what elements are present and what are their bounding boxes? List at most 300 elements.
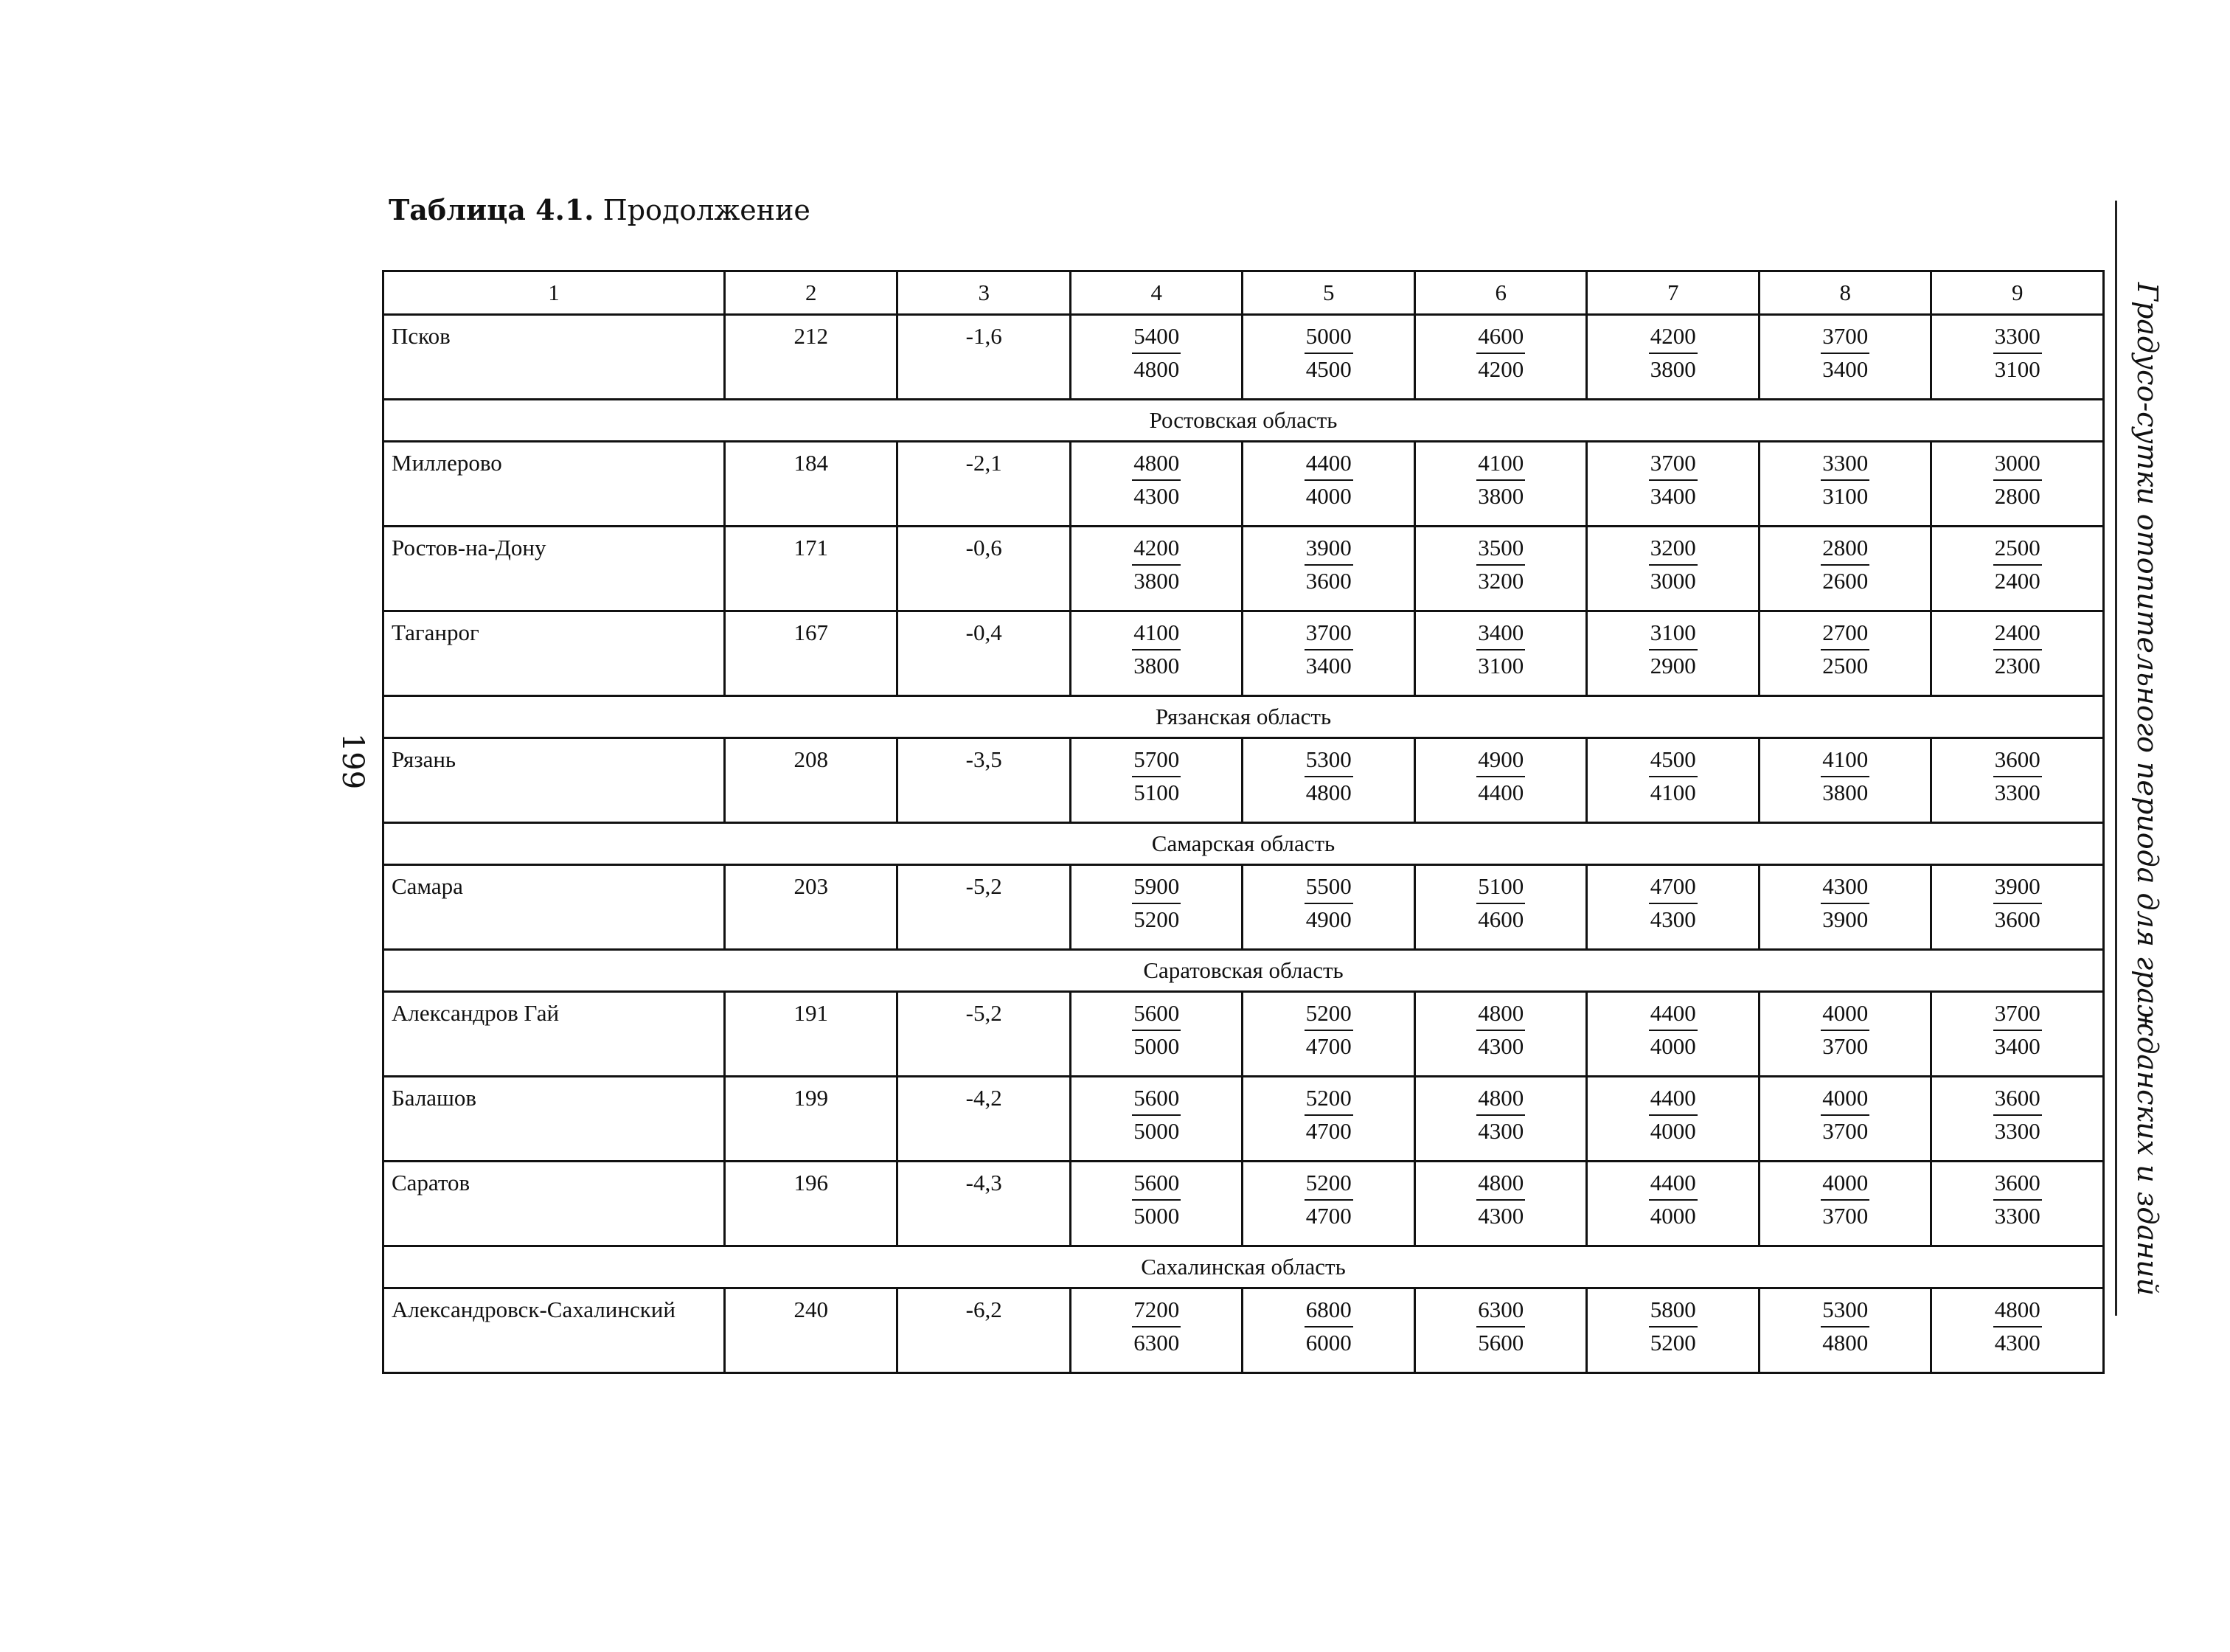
numerator: 3300	[1821, 448, 1869, 481]
fraction	[1243, 442, 1414, 512]
fraction	[1932, 993, 2102, 1062]
denominator: 3700	[1822, 1203, 1869, 1229]
degree-days-cell	[1759, 527, 1931, 611]
denominator: 3800	[1133, 568, 1180, 594]
fraction	[1760, 1077, 1931, 1147]
denominator: 3700	[1822, 1118, 1869, 1144]
denominator: 2400	[1994, 568, 2040, 594]
column-header: 1	[383, 271, 725, 315]
degree-days-cell	[1243, 1077, 1415, 1162]
degree-days-cell	[1243, 738, 1415, 823]
degree-days-cell	[1587, 1077, 1760, 1162]
denominator: 4200	[1478, 356, 1524, 382]
numerator: 4400	[1649, 1168, 1698, 1201]
fraction	[1932, 1077, 2102, 1147]
degree-days-cell	[1243, 1162, 1415, 1246]
degree-days-cell	[1587, 1162, 1760, 1246]
mean-temperature: -5,2	[897, 992, 1071, 1077]
fraction	[1243, 527, 1414, 597]
denominator: 4400	[1478, 780, 1524, 805]
column-header: 2	[724, 271, 897, 315]
city-name: Александровск-Сахалинский	[383, 1288, 725, 1373]
degree-days-cell	[1587, 611, 1760, 696]
table-row	[383, 1288, 2104, 1373]
numerator: 5400	[1132, 322, 1181, 354]
page-number: 199	[336, 732, 369, 790]
denominator: 4600	[1478, 906, 1524, 932]
numerator: 4100	[1476, 448, 1525, 481]
city-name: Миллерово	[383, 442, 725, 527]
degree-days-cell	[1587, 738, 1760, 823]
table-caption-text: Продолжение	[594, 194, 810, 226]
degree-days-cell	[1587, 315, 1760, 400]
fraction	[1243, 612, 1414, 681]
degree-days-cell	[1759, 992, 1931, 1077]
column-header: 6	[1414, 271, 1587, 315]
denominator: 4300	[1994, 1330, 2040, 1356]
degree-days-cell	[1759, 865, 1931, 950]
denominator: 5600	[1478, 1330, 1524, 1356]
numerator: 4800	[1476, 1083, 1525, 1116]
degree-days-cell	[1587, 865, 1760, 950]
denominator: 6300	[1133, 1330, 1180, 1356]
denominator: 4300	[1478, 1033, 1524, 1059]
denominator: 3200	[1478, 568, 1524, 594]
denominator: 3400	[1305, 653, 1352, 678]
denominator: 4000	[1650, 1118, 1696, 1144]
city-name: Балашов	[383, 1077, 725, 1162]
degree-days-cell	[1931, 1077, 2104, 1162]
heating-days: 212	[724, 315, 897, 400]
denominator: 4300	[1650, 906, 1696, 932]
degree-days-cell	[1070, 442, 1243, 527]
region-label: Ростовская область	[383, 400, 2104, 442]
table-row	[383, 865, 2104, 950]
denominator: 3400	[1822, 356, 1869, 382]
degree-days-cell	[1243, 992, 1415, 1077]
fraction	[1760, 442, 1931, 512]
table-row	[383, 315, 2104, 400]
header-row	[383, 271, 2104, 315]
fraction	[1588, 993, 1758, 1062]
degree-days-cell	[1931, 992, 2104, 1077]
degree-days-cell	[1931, 738, 2104, 823]
denominator: 3300	[1994, 1118, 2040, 1144]
denominator: 5200	[1133, 906, 1180, 932]
degree-days-cell	[1243, 442, 1415, 527]
heating-days: 184	[724, 442, 897, 527]
fraction	[1588, 1162, 1758, 1232]
mean-temperature: -3,5	[897, 738, 1071, 823]
denominator: 4000	[1650, 1033, 1696, 1059]
denominator: 5000	[1133, 1203, 1180, 1229]
region-label: Самарская область	[383, 823, 2104, 865]
table-row	[383, 738, 2104, 823]
numerator: 2500	[1993, 533, 2042, 566]
numerator: 3600	[1993, 1168, 2042, 1201]
degree-days-cell	[1931, 1288, 2104, 1373]
fraction	[1071, 739, 1242, 808]
numerator: 3700	[1305, 618, 1353, 650]
numerator: 5600	[1132, 999, 1181, 1031]
denominator: 3400	[1650, 483, 1696, 509]
denominator: 4000	[1305, 483, 1352, 509]
degree-days-cell	[1070, 1162, 1243, 1246]
fraction	[1588, 866, 1758, 935]
numerator: 3900	[1993, 872, 2042, 904]
denominator: 3100	[1822, 483, 1869, 509]
numerator: 3200	[1649, 533, 1698, 566]
denominator: 3100	[1478, 653, 1524, 678]
numerator: 3100	[1649, 618, 1698, 650]
degree-days-cell	[1587, 992, 1760, 1077]
degree-days-cell	[1587, 1288, 1760, 1373]
degree-days-cell	[1414, 442, 1587, 527]
heating-days: 196	[724, 1162, 897, 1246]
heating-days: 171	[724, 527, 897, 611]
city-name: Таганрог	[383, 611, 725, 696]
table-caption-label: Таблица 4.1.	[389, 193, 594, 226]
column-header: 8	[1759, 271, 1931, 315]
numerator: 4000	[1821, 1168, 1869, 1201]
fraction	[1760, 993, 1931, 1062]
degree-days-cell	[1070, 992, 1243, 1077]
table-row	[383, 611, 2104, 696]
column-header: 7	[1587, 271, 1760, 315]
numerator: 4800	[1993, 1295, 2042, 1328]
fraction	[1760, 1289, 1931, 1358]
numerator: 5100	[1476, 872, 1525, 904]
degree-days-cell	[1931, 527, 2104, 611]
numerator: 4800	[1476, 1168, 1525, 1201]
fraction	[1243, 1077, 1414, 1147]
numerator: 4800	[1476, 999, 1525, 1031]
degree-days-cell	[1931, 865, 2104, 950]
numerator: 4000	[1821, 1083, 1869, 1116]
fraction	[1071, 993, 1242, 1062]
column-header: 9	[1931, 271, 2104, 315]
heating-days: 199	[724, 1077, 897, 1162]
degree-days-cell	[1070, 1288, 1243, 1373]
fraction	[1588, 1077, 1758, 1147]
region-label: Сахалинская область	[383, 1246, 2104, 1288]
region-row	[383, 823, 2104, 865]
fraction	[1416, 527, 1586, 597]
degree-days-cell	[1070, 738, 1243, 823]
numerator: 7200	[1132, 1295, 1181, 1328]
table-row	[383, 1077, 2104, 1162]
fraction	[1416, 993, 1586, 1062]
numerator: 4100	[1821, 745, 1869, 777]
fraction	[1416, 866, 1586, 935]
denominator: 4300	[1478, 1118, 1524, 1144]
fraction	[1760, 527, 1931, 597]
fraction	[1760, 739, 1931, 808]
fraction	[1416, 739, 1586, 808]
fraction	[1071, 1077, 1242, 1147]
table-row	[383, 442, 2104, 527]
data-table	[382, 270, 2105, 1374]
degree-days-cell	[1243, 1288, 1415, 1373]
fraction	[1243, 316, 1414, 385]
numerator: 5200	[1305, 1083, 1353, 1116]
denominator: 5100	[1133, 780, 1180, 805]
numerator: 2800	[1821, 533, 1869, 566]
fraction	[1588, 316, 1758, 385]
city-name: Ростов-на-Дону	[383, 527, 725, 611]
degree-days-cell	[1243, 527, 1415, 611]
numerator: 3700	[1993, 999, 2042, 1031]
numerator: 5000	[1305, 322, 1353, 354]
fraction	[1071, 316, 1242, 385]
degree-days-cell	[1070, 865, 1243, 950]
city-name: Александров Гай	[383, 992, 725, 1077]
degree-days-cell	[1759, 442, 1931, 527]
running-title: Градусо-сутки отопительного периода для гражданских и зданий	[2131, 282, 2164, 1297]
degree-days-cell	[1414, 527, 1587, 611]
degree-days-cell	[1243, 865, 1415, 950]
denominator: 3800	[1650, 356, 1696, 382]
fraction	[1416, 316, 1586, 385]
fraction	[1416, 1162, 1586, 1232]
degree-days-cell	[1759, 611, 1931, 696]
heating-days: 203	[724, 865, 897, 950]
numerator: 3600	[1993, 745, 2042, 777]
fraction	[1416, 442, 1586, 512]
denominator: 4700	[1305, 1118, 1352, 1144]
heating-days: 208	[724, 738, 897, 823]
degree-days-cell	[1414, 1162, 1587, 1246]
numerator: 5600	[1132, 1083, 1181, 1116]
region-row	[383, 400, 2104, 442]
table-caption	[389, 193, 810, 227]
fraction	[1932, 866, 2102, 935]
fraction	[1243, 739, 1414, 808]
fraction	[1416, 612, 1586, 681]
degree-days-cell	[1070, 611, 1243, 696]
degree-days-cell	[1243, 611, 1415, 696]
numerator: 4700	[1649, 872, 1698, 904]
numerator: 5500	[1305, 872, 1353, 904]
degree-days-cell	[1070, 527, 1243, 611]
numerator: 6800	[1305, 1295, 1353, 1328]
denominator: 4300	[1133, 483, 1180, 509]
degree-days-cell	[1414, 992, 1587, 1077]
degree-days-cell	[1759, 1162, 1931, 1246]
denominator: 3000	[1650, 568, 1696, 594]
fraction	[1071, 612, 1242, 681]
numerator: 5300	[1821, 1295, 1869, 1328]
numerator: 4400	[1649, 1083, 1698, 1116]
degree-days-cell	[1070, 1077, 1243, 1162]
numerator: 5200	[1305, 1168, 1353, 1201]
numerator: 3300	[1993, 322, 2042, 354]
city-name: Псков	[383, 315, 725, 400]
denominator: 3800	[1822, 780, 1869, 805]
fraction	[1416, 1289, 1586, 1358]
denominator: 2900	[1650, 653, 1696, 678]
degree-days-cell	[1587, 442, 1760, 527]
side-divider	[2115, 201, 2117, 1316]
numerator: 3400	[1476, 618, 1525, 650]
mean-temperature: -5,2	[897, 865, 1071, 950]
numerator: 2400	[1993, 618, 2042, 650]
numerator: 5700	[1132, 745, 1181, 777]
fraction	[1932, 612, 2102, 681]
denominator: 4900	[1305, 906, 1352, 932]
table-body	[383, 271, 2104, 1373]
fraction	[1932, 1162, 2102, 1232]
fraction	[1071, 1162, 1242, 1232]
numerator: 4100	[1132, 618, 1181, 650]
denominator: 4300	[1478, 1203, 1524, 1229]
fraction	[1760, 1162, 1931, 1232]
numerator: 4400	[1649, 999, 1698, 1031]
degree-days-cell	[1759, 315, 1931, 400]
column-header: 3	[897, 271, 1071, 315]
region-row	[383, 1246, 2104, 1288]
denominator: 2800	[1994, 483, 2040, 509]
numerator: 3700	[1821, 322, 1869, 354]
degree-days-cell	[1759, 1288, 1931, 1373]
fraction	[1243, 993, 1414, 1062]
region-row	[383, 950, 2104, 992]
denominator: 3900	[1822, 906, 1869, 932]
denominator: 4800	[1133, 356, 1180, 382]
numerator: 5800	[1649, 1295, 1698, 1328]
denominator: 2300	[1994, 653, 2040, 678]
degree-days-cell	[1070, 315, 1243, 400]
degree-days-cell	[1414, 1077, 1587, 1162]
fraction	[1760, 866, 1931, 935]
degree-days-cell	[1414, 315, 1587, 400]
denominator: 3700	[1822, 1033, 1869, 1059]
city-name: Рязань	[383, 738, 725, 823]
fraction	[1932, 442, 2102, 512]
numerator: 3500	[1476, 533, 1525, 566]
numerator: 5200	[1305, 999, 1353, 1031]
region-row	[383, 696, 2104, 738]
numerator: 3700	[1649, 448, 1698, 481]
degree-days-cell	[1414, 738, 1587, 823]
table-row	[383, 992, 2104, 1077]
degree-days-cell	[1931, 315, 2104, 400]
denominator: 3800	[1133, 653, 1180, 678]
fraction	[1071, 866, 1242, 935]
fraction	[1932, 1289, 2102, 1358]
fraction	[1932, 316, 2102, 385]
city-name: Самара	[383, 865, 725, 950]
column-header: 4	[1070, 271, 1243, 315]
denominator: 3800	[1478, 483, 1524, 509]
numerator: 4600	[1476, 322, 1525, 354]
numerator: 6300	[1476, 1295, 1525, 1328]
numerator: 4300	[1821, 872, 1869, 904]
numerator: 3600	[1993, 1083, 2042, 1116]
denominator: 2500	[1822, 653, 1869, 678]
mean-temperature: -0,6	[897, 527, 1071, 611]
denominator: 3300	[1994, 1203, 2040, 1229]
denominator: 2600	[1822, 568, 1869, 594]
heating-days: 191	[724, 992, 897, 1077]
denominator: 5000	[1133, 1033, 1180, 1059]
mean-temperature: -4,2	[897, 1077, 1071, 1162]
numerator: 3900	[1305, 533, 1353, 566]
numerator: 4200	[1132, 533, 1181, 566]
fraction	[1243, 1289, 1414, 1358]
denominator: 4500	[1305, 356, 1352, 382]
degree-days-cell	[1759, 738, 1931, 823]
mean-temperature: -1,6	[897, 315, 1071, 400]
degree-days-cell	[1587, 527, 1760, 611]
region-label: Саратовская область	[383, 950, 2104, 992]
numerator: 4200	[1649, 322, 1698, 354]
numerator: 2700	[1821, 618, 1869, 650]
fraction	[1760, 316, 1931, 385]
fraction	[1588, 527, 1758, 597]
fraction	[1243, 866, 1414, 935]
mean-temperature: -6,2	[897, 1288, 1071, 1373]
degree-days-cell	[1931, 1162, 2104, 1246]
mean-temperature: -4,3	[897, 1162, 1071, 1246]
denominator: 4700	[1305, 1203, 1352, 1229]
numerator: 5900	[1132, 872, 1181, 904]
fraction	[1760, 612, 1931, 681]
denominator: 4100	[1650, 780, 1696, 805]
city-name: Саратов	[383, 1162, 725, 1246]
denominator: 4800	[1305, 780, 1352, 805]
denominator: 4000	[1650, 1203, 1696, 1229]
fraction	[1588, 612, 1758, 681]
degree-days-cell	[1414, 865, 1587, 950]
denominator: 3600	[1994, 906, 2040, 932]
numerator: 5300	[1305, 745, 1353, 777]
fraction	[1588, 442, 1758, 512]
degree-days-cell	[1414, 611, 1587, 696]
denominator: 4800	[1822, 1330, 1869, 1356]
degree-days-cell	[1414, 1288, 1587, 1373]
numerator: 3000	[1993, 448, 2042, 481]
mean-temperature: -2,1	[897, 442, 1071, 527]
region-label: Рязанская область	[383, 696, 2104, 738]
numerator: 4900	[1476, 745, 1525, 777]
table-row	[383, 1162, 2104, 1246]
numerator: 4500	[1649, 745, 1698, 777]
fraction	[1416, 1077, 1586, 1147]
numerator: 5600	[1132, 1168, 1181, 1201]
heating-days: 240	[724, 1288, 897, 1373]
denominator: 3100	[1994, 356, 2040, 382]
fraction	[1588, 739, 1758, 808]
numerator: 4000	[1821, 999, 1869, 1031]
denominator: 5000	[1133, 1118, 1180, 1144]
numerator: 4400	[1305, 448, 1353, 481]
fraction	[1588, 1289, 1758, 1358]
degree-days-cell	[1759, 1077, 1931, 1162]
fraction	[1932, 527, 2102, 597]
denominator: 3300	[1994, 780, 2040, 805]
fraction	[1071, 527, 1242, 597]
denominator: 4700	[1305, 1033, 1352, 1059]
degree-days-cell	[1243, 315, 1415, 400]
fraction	[1243, 1162, 1414, 1232]
degree-days-cell	[1931, 611, 2104, 696]
denominator: 3400	[1994, 1033, 2040, 1059]
fraction	[1071, 1289, 1242, 1358]
denominator: 5200	[1650, 1330, 1696, 1356]
denominator: 3600	[1305, 568, 1352, 594]
degree-days-cell	[1931, 442, 2104, 527]
